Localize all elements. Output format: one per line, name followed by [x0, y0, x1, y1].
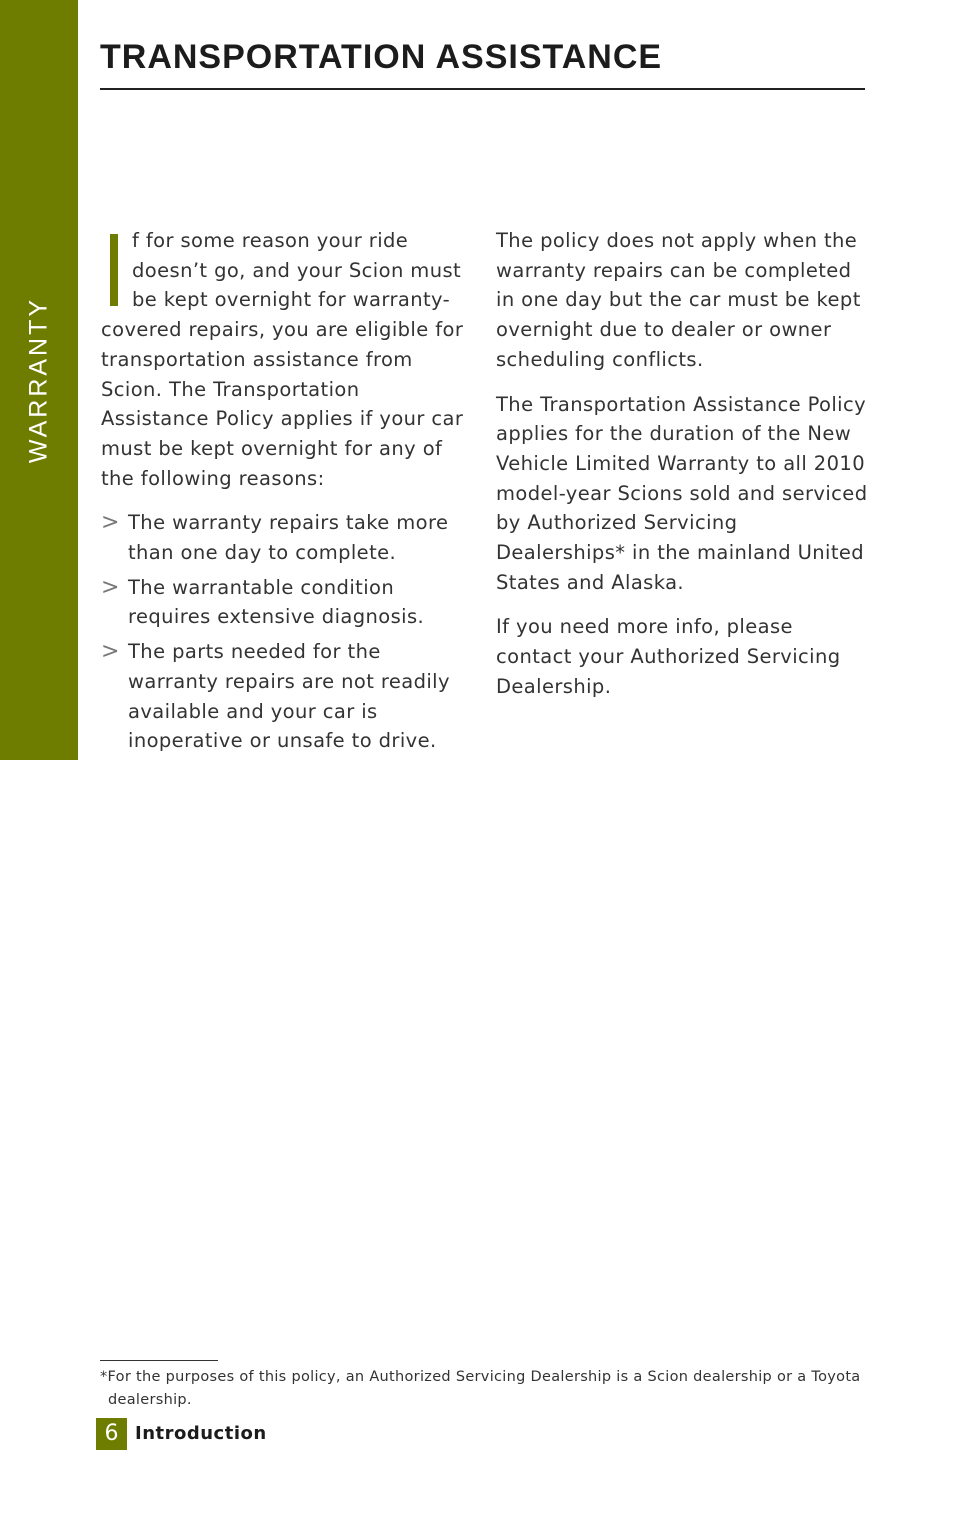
list-item	[101, 637, 466, 756]
left-column	[101, 226, 466, 761]
policy-exception-paragraph: The policy does not apply when the warranty repairs can be completed in one day but the car must be kept overnight due to dealer or owner scheduling conflicts.	[496, 229, 861, 371]
list-item	[101, 573, 466, 632]
footnote-line: *For the purposes of this policy, an Authorized Servicing Dealership is a Scion dealership or a Toyota	[100, 1369, 861, 1385]
right-column	[496, 226, 868, 717]
side-tab-label: WARRANTY	[24, 296, 53, 464]
list-item-text: The parts needed for the warranty repairs are not readily available and your car is inoperative or unsafe to drive.	[128, 640, 450, 753]
list-item	[101, 508, 466, 567]
chevron-right-icon: >	[101, 574, 120, 600]
chevron-right-icon: >	[101, 510, 120, 536]
reasons-list	[101, 508, 466, 756]
footnote	[100, 1366, 870, 1412]
page-number: 6	[96, 1418, 127, 1450]
side-tab	[0, 0, 78, 760]
page-title: TRANSPORTATION ASSISTANCE	[100, 38, 663, 76]
footnote-divider	[100, 1360, 218, 1361]
list-item-text: The warrantable condition requires extensive diagnosis.	[128, 575, 425, 629]
chevron-right-icon: >	[101, 639, 120, 665]
intro-paragraph	[101, 226, 466, 493]
contact-paragraph: If you need more info, please contact your Authorized Servicing Dealership.	[496, 615, 841, 698]
footnote-line: dealership.	[108, 1392, 192, 1408]
drop-cap-bar	[110, 234, 118, 306]
title-divider	[100, 88, 865, 90]
list-item-text: The warranty repairs take more than one day to complete.	[128, 511, 449, 565]
policy-duration-paragraph: The Transportation Assistance Policy applies for the duration of the New Vehicle Limited Warranty to all 2010 model-year Scions sold and serviced by Authorized Servicing Dealerships* in the mainland United States and Alaska.	[496, 392, 868, 594]
intro-text: f for some reason your ride doesn’t go, and your Scion must be kept overnight for warranty-covered repairs, you are eligible for transportation assistance from Scion. The Transportation Assistance Policy applies if your car must be kept overnight for any of the following reasons:	[101, 229, 464, 490]
section-name: Introduction	[135, 1423, 267, 1444]
